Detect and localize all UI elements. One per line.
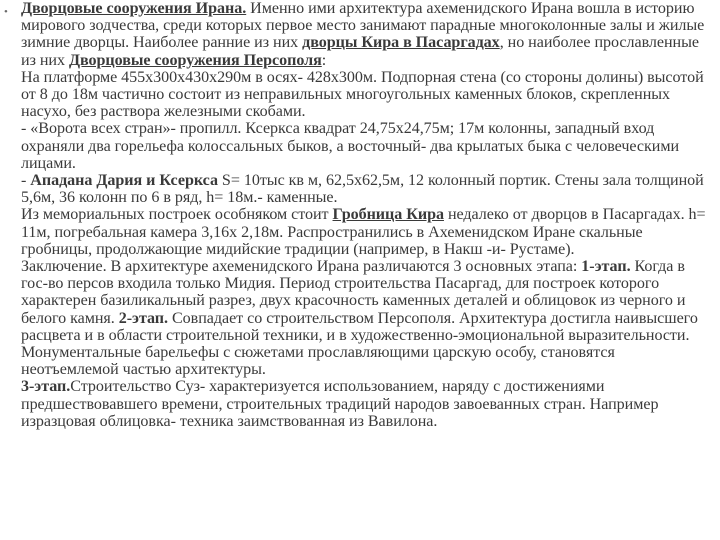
term-apadana: Ападана Дария и Ксеркса (30, 172, 218, 190)
paragraph-tomb-of-cyrus: Из мемориальных построек особняком стоит Гробница Кира недалеко от дворцов в Пасаргадах. h= 11м, погребальная камера 3,16х 2,18м. Распространились в Ахеменидском Иране скальные гробницы, продолжающие мидийские традиции (например, в Накш -и- Рустаме). (21, 206, 706, 258)
bullet-marker: • (4, 6, 8, 18)
term-pasargadae-palaces: дворцы Кира в Пасаргадах (302, 34, 500, 52)
paragraph-gate-of-all-nations: - «Ворота всех стран»- пропилл. Ксеркса квадрат 24,75х24,75м; 17м колонны, западный вход охраняли два горельефа колоссальных быков, а восточный- два крылатых быка с человеческими лицами. (21, 120, 680, 172)
paragraph-platform: На платформе 455х300х430х290м в осях- 428х300м. Подпорная стена (со стороны долины) высотой от 8 до 18м частично состоит из неправильных многоугольных каменных блоков, скрепленных насухо, без раствора железными скобами. (21, 68, 704, 121)
term-tomb-of-cyrus: Гробница Кира (332, 206, 444, 224)
heading-palaces-of-iran: Дворцовые сооружения Ирана. (21, 0, 247, 17)
paragraph-apadana: - Ападана Дария и Ксеркса S= 10тыс кв м, 62,5х62,5м, 12 колонный портик. Стены зала толщиной 5,6м, 36 колонн по 6 в ряд, h= 18м.- каменные. (21, 172, 704, 207)
stage-1-label: 1-этап. (581, 258, 631, 276)
stage-3-label: 3-этап. (21, 378, 71, 396)
paragraph-palaces: Дворцовые сооружения Ирана. Именно ими архитектура ахеменидского Ирана вошла в историю мирового зодчества, среди которых первое место занимают парадные многоколонные залы и жилые зимние дворцы. Наиболее ранние из них дворцы Кира в Пасаргадах, но наиболее прославленные из них Дворцовые сооружения Персополя: (21, 0, 705, 69)
text-body (21, 0, 715, 430)
paragraph-conclusion: Заключение. В архитектуре ахеменидского Ирана различаются 3 основных этапа: 1-этап. Когда в гос-во персов входила только Мидия. Период строительства Пасаргад, для построек которого характерен базиликальный разрез, двух красочность каменных деталей и облицовок из черного и белого камня. 2-этап. Совпадает со строительством Персополя. Архитектура достигла наивысшего расцвета и в области строительной техники, и в художественно-эмоциональной выразительности. Монументальные барельефы с сюжетами прославляющими царскую особу, становятся неотъемлемой частью архитектуры. (21, 258, 698, 379)
paragraph-stage-3: 3-этап.Строительство Суз- характеризуется использованием, наряду с достижениями предшествовавшего времени, строительных традиций народов завоеванных стран. Например изразцовая облицовка- техника заимствованная из Вавилона. (21, 378, 659, 430)
stage-2-label: 2-этап. (118, 309, 168, 327)
term-persepolis-structures: Дворцовые сооружения Персополя (68, 51, 322, 69)
